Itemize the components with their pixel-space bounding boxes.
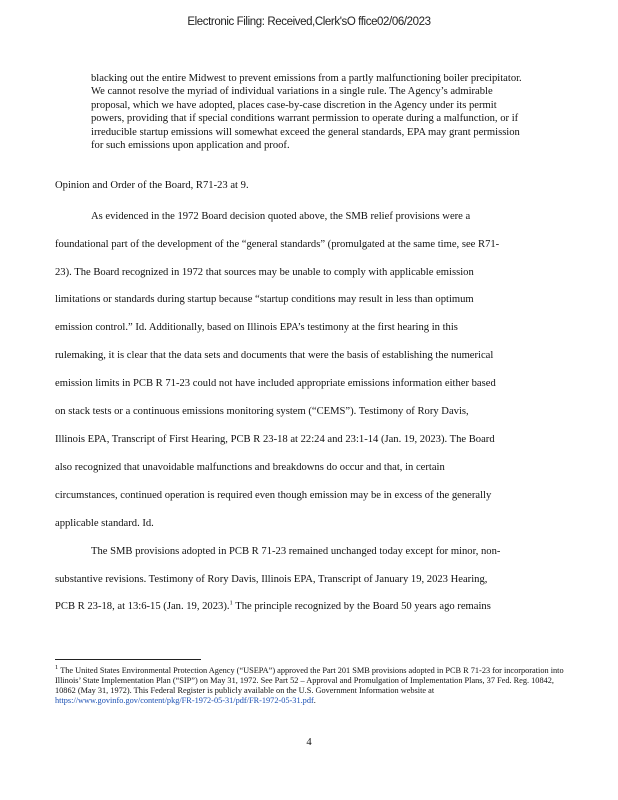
body-line: rulemaking, it is clear that the data sets and documents that were the basis of establishing the numerical <box>55 350 494 361</box>
body-line: applicable standard. Id. <box>55 518 154 529</box>
body-line: on stack tests or a continuous emissions monitoring system (“CEMS”). Testimony of Rory Davis, <box>55 406 469 417</box>
body-line-text: PCB R 23-18, at 13:6-15 (Jan. 19, 2023). <box>55 601 230 612</box>
body-line: emission limits in PCB R 71-23 could not have included appropriate emissions information either based <box>55 378 496 389</box>
body-line: foundational part of the development of the “general standards” (promulgated at the same time, see R71- <box>55 239 500 250</box>
filing-stamp-header: Electronic Filing: Received,Clerk'sO ffice02/06/2023 <box>187 16 431 28</box>
body-line-text: The principle recognized by the Board 50 years ago remains <box>235 601 491 612</box>
page-number: 4 <box>306 737 312 748</box>
footnote-divider <box>55 659 201 660</box>
footnote-link[interactable]: https://www.govinfo.gov/content/pkg/FR-1972-05-31/pdf/FR-1972-05-31.pdf <box>55 695 314 705</box>
body-line: substantive revisions. Testimony of Rory Davis, Illinois EPA, Transcript of January 19, 2023 Hearing, <box>55 574 488 585</box>
block-quote-text: blacking out the entire Midwest to prevent emissions from a partly malfunctioning boiler precipitator. We cannot resolve the myriad of individual variations in a single rule. The Agency’s admirable proposal, which we have adopted, places case-by-case discretion in the Agency under its permit powers, providing that if special conditions warrant permission to operate during a malfunction, or if irreducible startup emissions will somewhat exceed the general standards, EPA may grant permission for such emissions upon application and proof. <box>91 73 522 152</box>
footnote <box>55 666 567 706</box>
footnote-end: . <box>313 695 316 705</box>
body-line: also recognized that unavoidable malfunctions and breakdowns do occur and that, in certain <box>55 462 445 473</box>
body-line <box>55 601 563 612</box>
body-line: Illinois EPA, Transcript of First Hearing, PCB R 23-18 at 22:24 and 23:1-14 (Jan. 19, 2023). The Board <box>55 434 495 445</box>
body-line: 23). The Board recognized in 1972 that sources may be unable to comply with applicable emission <box>55 267 474 278</box>
body-line: emission control.” Id. Additionally, based on Illinois EPA’s testimony at the first hearing in this <box>55 322 458 333</box>
citation-line: Opinion and Order of the Board, R71-23 at 9. <box>55 180 249 191</box>
body-line: circumstances, continued operation is required even though emission may be in excess of the generally <box>55 490 492 501</box>
footnote-marker: 1 <box>55 664 59 672</box>
body-line: As evidenced in the 1972 Board decision quoted above, the SMB relief provisions were a <box>91 211 471 222</box>
footnote-reference[interactable]: 1 <box>229 599 233 607</box>
block-quote <box>91 72 525 152</box>
body-line: The SMB provisions adopted in PCB R 71-23 remained unchanged today except for minor, non- <box>91 546 501 557</box>
footnote-text: The United States Environmental Protection Agency (“USEPA”) approved the Part 201 SMB provisions adopted in PCB R 71-23 for incorporation into Illinois’ State Implementation Plan (“SIP”) on May 31, 1972. See Part 52 – Approval and Promulgation of Implementation Plans, 37 Fed. Reg. 10842, 10862 (May 31, 1972). This Federal Register is publicly available on the U.S. Government Information website at <box>55 666 564 695</box>
body-line: limitations or standards during startup because “startup conditions may result in less than optimum <box>55 294 474 305</box>
